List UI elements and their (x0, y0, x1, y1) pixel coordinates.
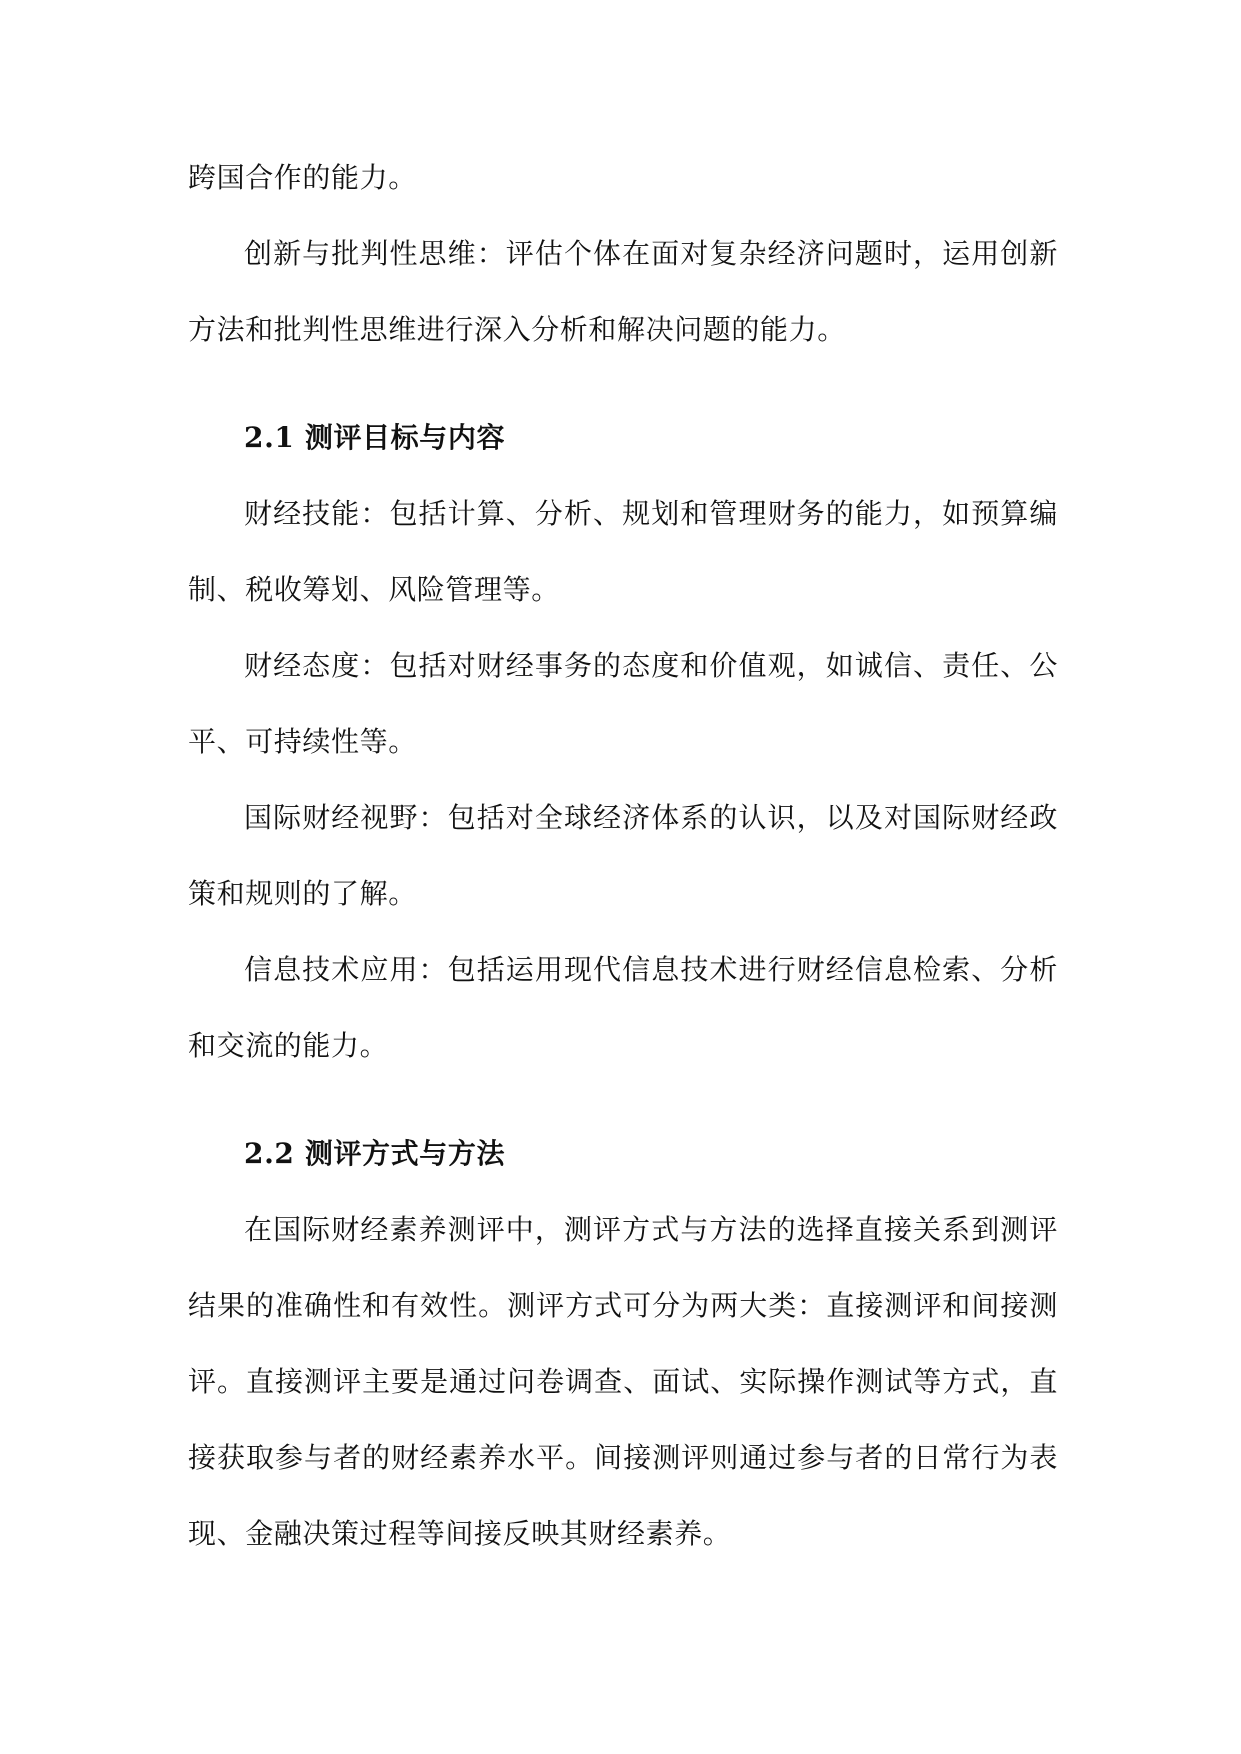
paragraph-financial-attitude: 财经态度：包括对财经事务的态度和价值观，如诚信、责任、公平、可持续性等。 (188, 649, 1058, 758)
paragraph-international-vision: 国际财经视野：包括对全球经济体系的认识，以及对国际财经政策和规则的了解。 (188, 801, 1058, 910)
paragraph-it-application: 信息技术应用：包括运用现代信息技术进行财经信息检索、分析和交流的能力。 (188, 953, 1058, 1062)
paragraph-innovation-critical-thinking: 创新与批判性思维：评估个体在面对复杂经济问题时，运用创新方法和批判性思维进行深入分析和解决问题的能力。 (188, 237, 1058, 346)
section-heading-2-1: 2.1 测评目标与内容 (244, 421, 506, 454)
section-heading-2-2: 2.2 测评方式与方法 (244, 1137, 506, 1170)
paragraph-assessment-methods: 在国际财经素养测评中，测评方式与方法的选择直接关系到测评结果的准确性和有效性。测评方式可分为两大类：直接测评和间接测评。直接测评主要是通过问卷调查、面试、实际操作测试等方式，直接获取参与者的财经素养水平。间接测评则通过参与者的日常行为表现、金融决策过程等间接反映其财经素养。 (188, 1213, 1058, 1550)
paragraph-continuation: 跨国合作的能力。 (188, 161, 417, 194)
paragraph-financial-skills: 财经技能：包括计算、分析、规划和管理财务的能力，如预算编制、税收筹划、风险管理等。 (188, 497, 1058, 606)
document-body (188, 140, 1058, 1572)
